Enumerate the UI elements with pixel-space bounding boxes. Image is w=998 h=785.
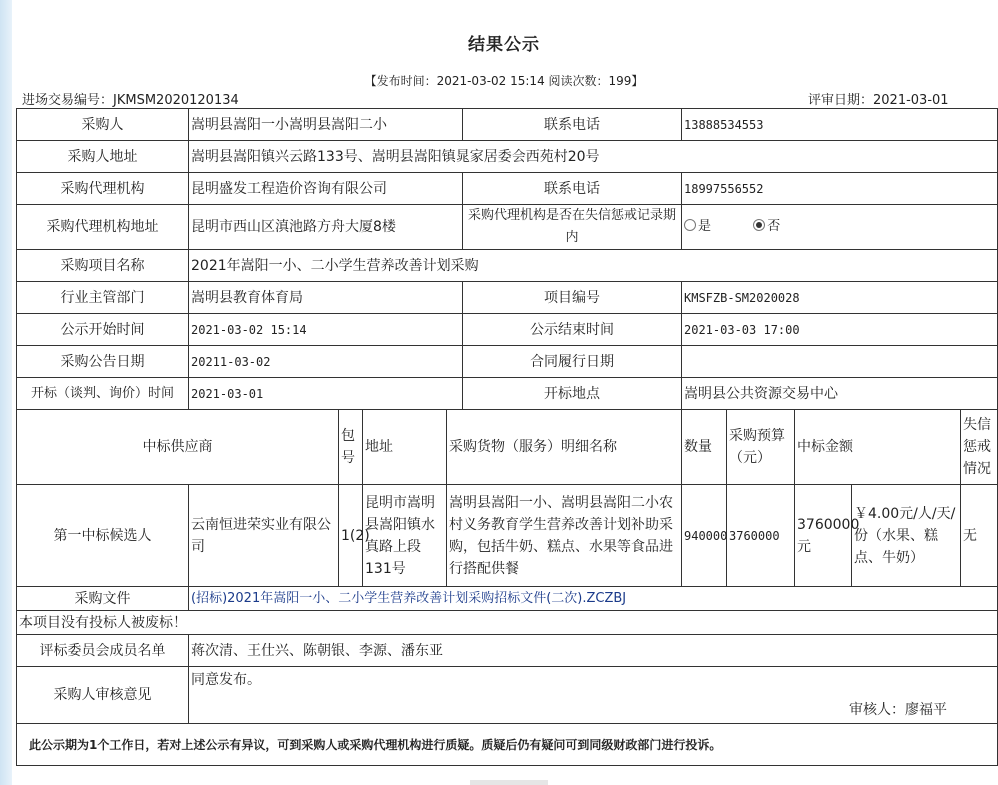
winner-qty: 940000 [682,485,727,587]
footer-note: 此公示期为1个工作日，若对上述公示有异议，可到采购人或采购代理机构进行质疑。质疑后仍有疑问可到同级财政部门进行投诉。 [17,724,998,766]
page-title: 结果公示 [468,35,540,55]
value-announce-start: 2021-03-02 15:14 [189,314,463,346]
horizontal-scrollbar[interactable] [470,780,548,785]
label-contract-date: 合同履行日期 [463,346,682,378]
winner-unit-price: ￥4.00元/人/天/份（水果、糕点、牛奶） [852,485,961,587]
publish-info: 【发布时间：2021-03-02 15:14 阅读次数：199】 [364,74,644,88]
table-row [17,141,998,173]
table-row [17,346,998,378]
winner-budget: 3760000 [727,485,795,587]
table-row [17,173,998,205]
table-row [17,109,998,141]
trade-number: 进场交易编号：JKMSM2020120134 [22,93,239,108]
left-edge-strip [0,0,12,785]
label-purchaser: 采购人 [17,109,189,141]
value-agency-address: 昆明市西山区滇池路方舟大厦8楼 [189,205,463,250]
header-supplier: 中标供应商 [17,410,339,485]
label-purchaser-opinion: 采购人审核意见 [17,667,189,724]
winner-address: 昆明市嵩明县嵩阳镇水真路上段131号 [363,485,447,587]
label-agency-address: 采购代理机构地址 [17,205,189,250]
table-row [17,667,998,724]
label-bid-open-time: 开标（谈判、询价）时间 [17,378,189,410]
label-purchaser-address: 采购人地址 [17,141,189,173]
winner-header-row [17,410,998,485]
value-project-name: 2021年嵩阳一小、二小学生营养改善计划采购 [189,250,998,282]
winner-goods: 嵩明县嵩阳一小、嵩明县嵩阳二小农村义务教育学生营养改善计划补助采购，包括牛奶、糕点、水果等食品进行搭配供餐 [447,485,682,587]
table-row [17,378,998,410]
result-table [16,108,998,766]
label-phone: 联系电话 [463,109,682,141]
opinion-cell [189,667,998,724]
value-purchaser-address: 嵩明县嵩阳镇兴云路133号、嵩明县嵩阳镇晁家居委会西苑村20号 [189,141,998,173]
value-bid-open-time: 2021-03-01 [189,378,463,410]
value-contract-date [682,346,998,378]
value-industry-dept: 嵩明县教育体育局 [189,282,463,314]
winner-supplier: 云南恒进荣实业有限公司 [189,485,339,587]
table-row [17,205,998,250]
label-project-no: 项目编号 [463,282,682,314]
no-reject-note: 本项目没有投标人被废标！ [17,611,998,635]
label-dishonest-question: 采购代理机构是否在失信惩戒记录期内 [463,205,682,250]
table-row [17,314,998,346]
dishonest-radio-group [682,205,998,250]
header-dishonest: 失信惩戒情况 [961,410,998,485]
value-project-no: KMSFZB-SM2020028 [682,282,998,314]
label-announce-end: 公示结束时间 [463,314,682,346]
label-docs: 采购文件 [17,587,189,611]
label-announce-start: 公示开始时间 [17,314,189,346]
candidate-label: 第一中标候选人 [17,485,189,587]
label-agency-phone: 联系电话 [463,173,682,205]
winner-pkg: 1(2) [339,485,363,587]
table-row [17,250,998,282]
header-goods: 采购货物（服务）明细名称 [447,410,682,485]
radio-no-label: 否 [767,219,781,234]
value-announce-date: 20211-03-02 [189,346,463,378]
table-row [17,724,998,766]
label-bid-open-place: 开标地点 [463,378,682,410]
attachment-link[interactable]: (招标)2021年嵩阳一小、二小学生营养改善计划采购招标文件(二次).ZCZBJ [191,590,627,606]
header-qty: 数量 [682,410,727,485]
table-row [17,635,998,667]
value-agency-phone: 18997556552 [682,173,998,205]
label-agency: 采购代理机构 [17,173,189,205]
label-announce-date: 采购公告日期 [17,346,189,378]
table-row [17,587,998,611]
radio-yes[interactable] [684,219,696,231]
value-bid-open-place: 嵩明县公共资源交易中心 [682,378,998,410]
reviewer: 审核人：廖福平 [849,702,948,718]
label-committee: 评标委员会成员名单 [17,635,189,667]
value-announce-end: 2021-03-03 17:00 [682,314,998,346]
header-budget: 采购预算（元） [727,410,795,485]
header-amount: 中标金额 [795,410,961,485]
value-agency: 昆明盛发工程造价咨询有限公司 [189,173,463,205]
winner-row [17,485,998,587]
table-row [17,282,998,314]
review-date: 评审日期：2021-03-01 [808,93,949,108]
radio-no[interactable] [753,219,765,231]
winner-amount: 3760000元 [795,485,852,587]
header-pkg: 包号 [339,410,363,485]
label-industry-dept: 行业主管部门 [17,282,189,314]
value-purchaser: 嵩明县嵩阳一小嵩明县嵩阳二小 [189,109,463,141]
value-committee: 蒋次清、王仕兴、陈朝银、李源、潘东亚 [189,635,998,667]
winner-dishonest: 无 [961,485,998,587]
value-opinion: 同意发布。 [191,672,261,688]
header-address: 地址 [363,410,447,485]
docs-cell [189,587,998,611]
radio-yes-label: 是 [698,219,712,234]
label-project-name: 采购项目名称 [17,250,189,282]
value-phone: 13888534553 [682,109,998,141]
table-row [17,611,998,635]
